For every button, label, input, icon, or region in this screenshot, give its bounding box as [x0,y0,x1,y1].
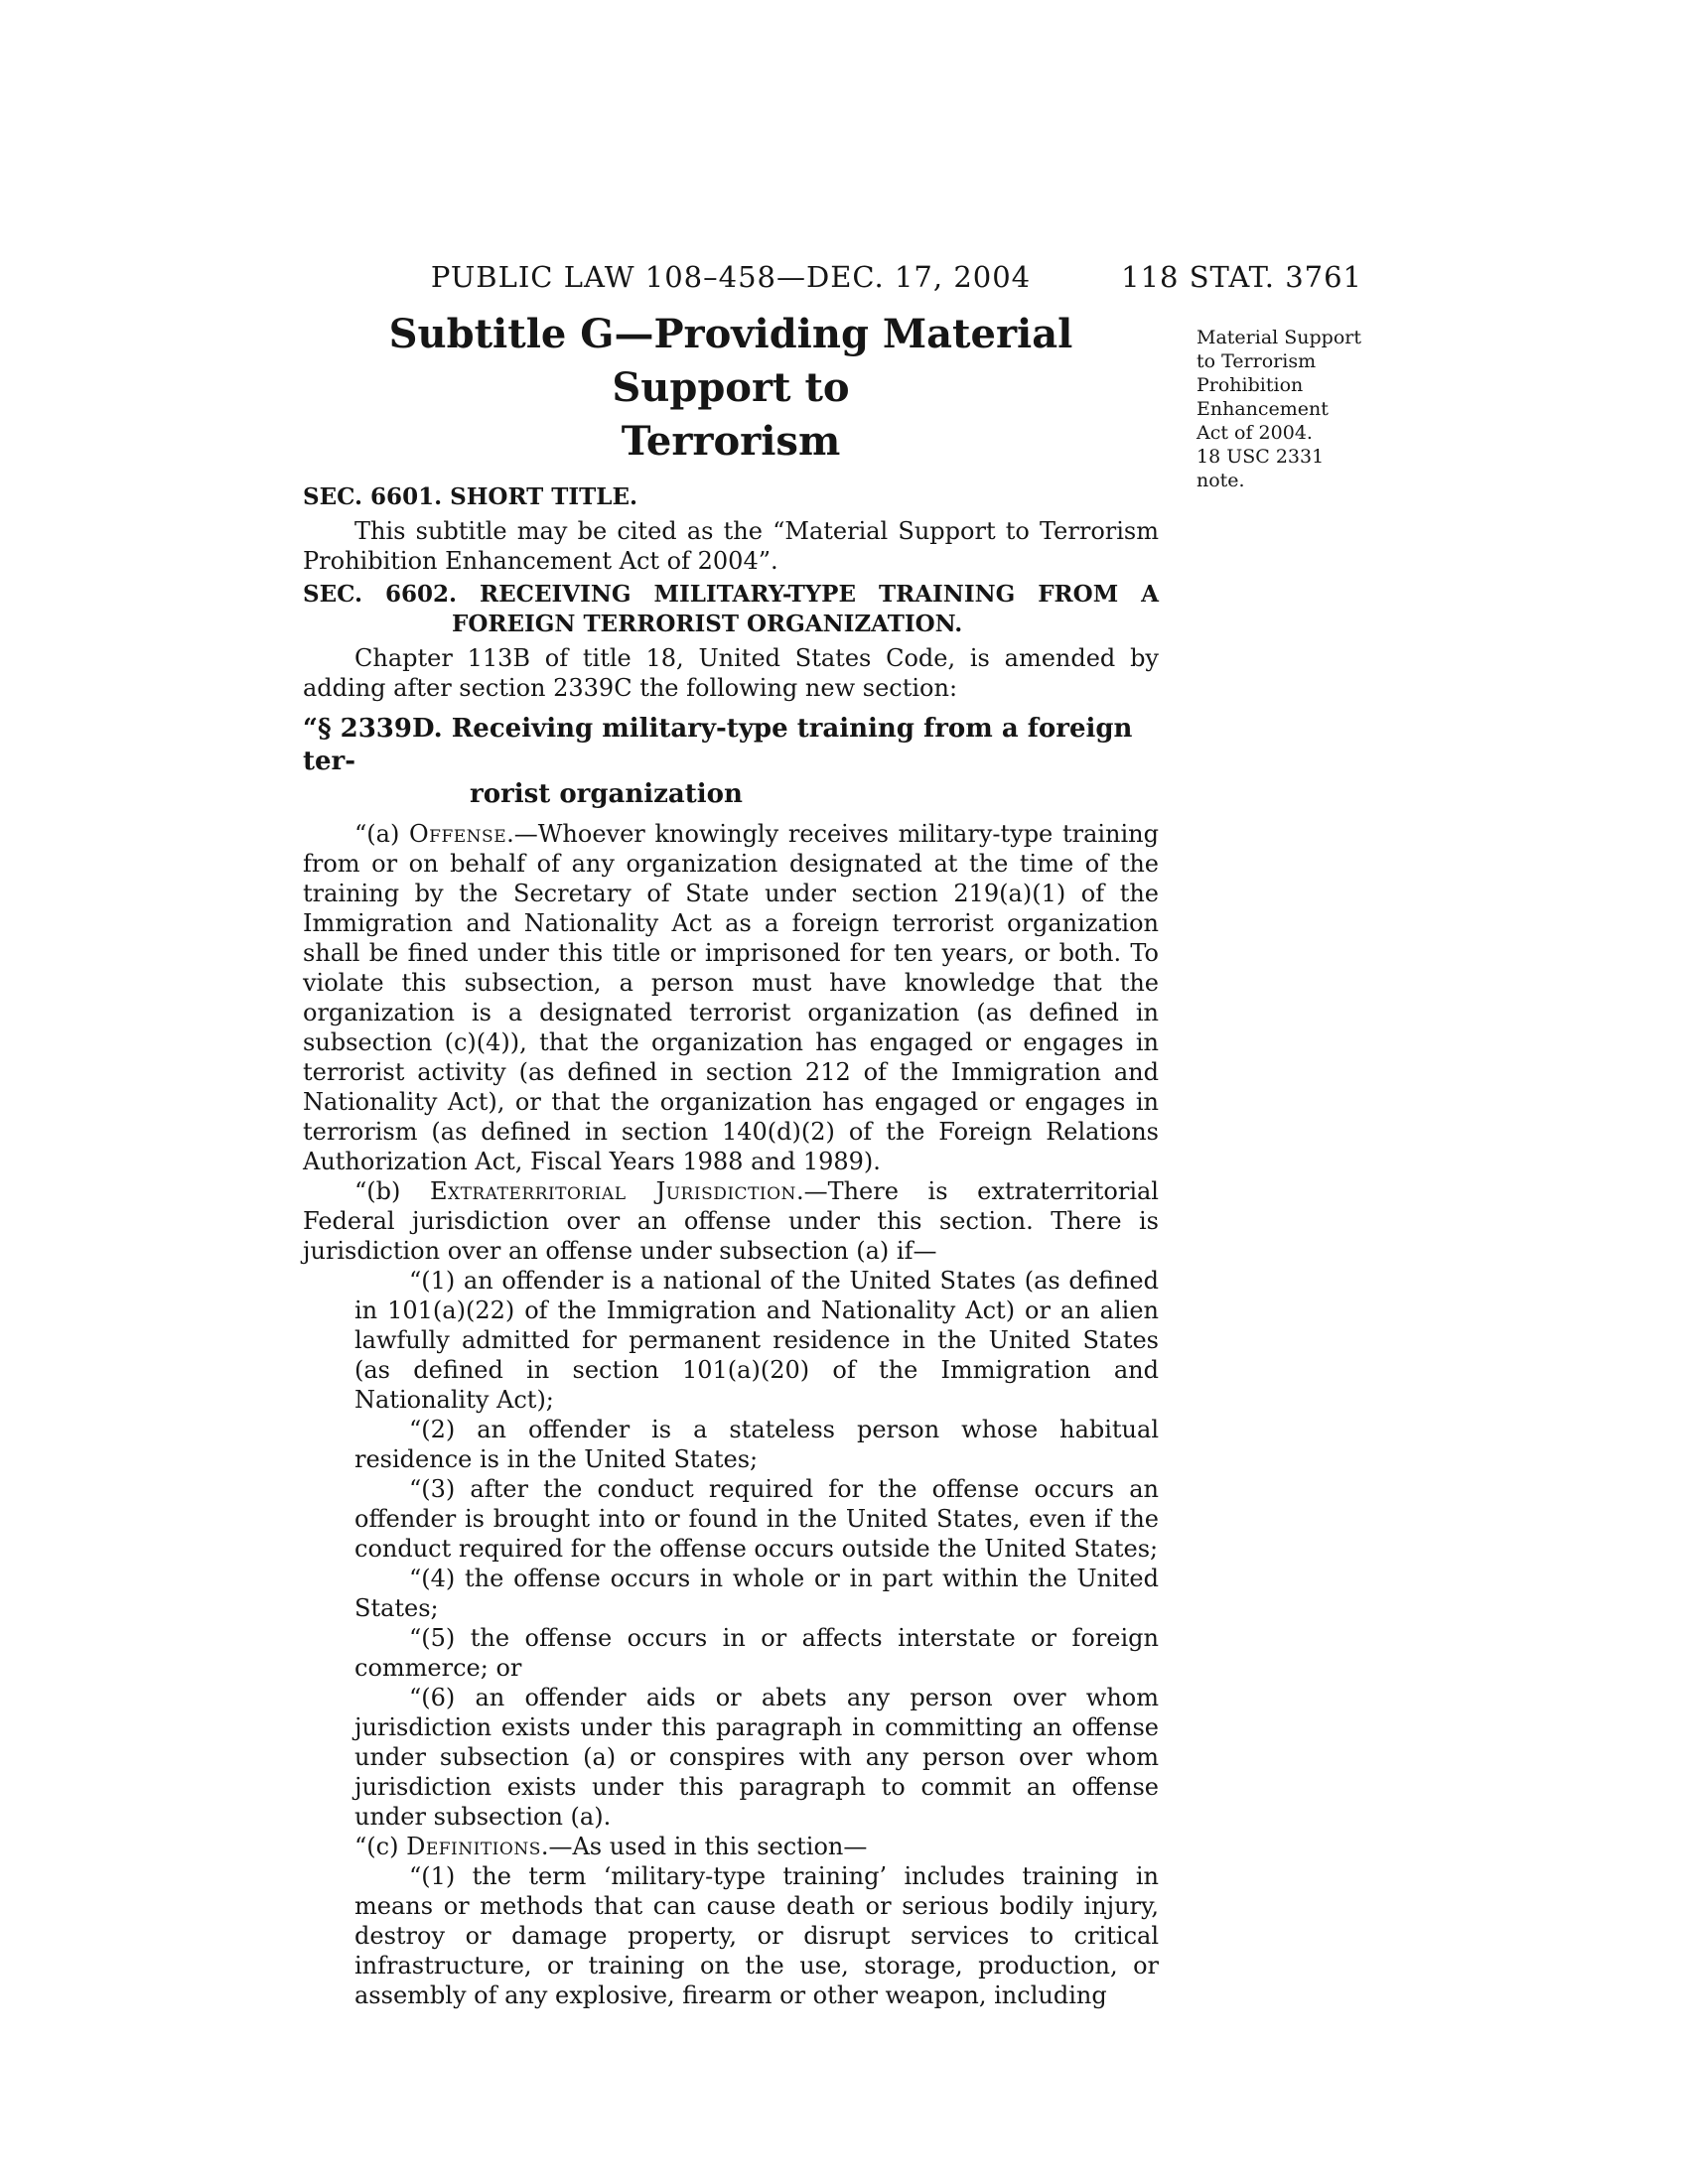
subsection-c [303,1832,1159,1861]
usc-2339d-heading [303,713,1159,811]
usc-2339d-heading-line: “§ 2339D. Receiving military-type training from a foreign ter- [303,714,1133,776]
sec-6602-heading: SEC. 6602. RECEIVING MILITARY-TYPE TRAINING FROM A FOREIGN TERRORIST ORGANIZATION. [303,581,1159,637]
margin-note-act [1196,326,1395,445]
small-caps-term: Extraterritorial Jurisdiction [429,1177,796,1205]
small-caps-term: Offense [409,820,507,848]
subsection-text: .—As used in this section— [540,1833,868,1860]
margin-note-usc [1196,445,1395,492]
small-caps-term: Definitions [406,1833,541,1860]
subsection-text: .—There is extraterritorial Federal jurisdiction over an offense under this section. There is jurisdiction over an offense under subsection (a) if— [303,1177,1159,1265]
margin-note-line: note. [1196,470,1245,491]
margin-note-line: Enhancement [1196,398,1329,420]
subsection-a [303,819,1159,1176]
subsection-text: .—Whoever knowingly receives military-type training from or on behalf of any organization designated at the time of the training by the Secretary of State under section 219(a)(1) of the Immigration and Nationality Act as a foreign terrorist organization shall be fined under this title or imprisoned for ten years, or both. To violate this subsection, a person must have knowledge that the organization is a designated terrorist organization (as defined in subsection (c)(4)), that the organization has engaged or engages in terrorist activity (as defined in section 212 of the Immigration and Nationality Act), or that the organization has engaged or engages in terrorism (as defined in section 140(d)(2) of the Foreign Relations Authorization Act, Fiscal Years 1988 and 1989). [303,820,1160,1175]
paragraph-b4: “(4) the offense occurs in whole or in part within the United States; [354,1565,1159,1622]
margin-note-line: Material Support [1196,327,1361,348]
paragraph-c1: “(1) the term ‘military-type training’ includes training in means or methods that can cause death or serious bodily injury, destroy or damage property, or disrupt services to critical infrastructure, or training on the use, storage, production, or assembly of any explosive, firearm or other weapon, including [354,1862,1159,2009]
margin-notes [1196,326,1395,492]
subsection-label: “(a) [354,820,409,848]
subsection-b [303,1176,1159,1266]
subtitle-heading [303,308,1159,469]
paragraph-b5: “(5) the offense occurs in or affects interstate or foreign commerce; or [354,1624,1159,1682]
margin-note-line: Prohibition [1196,374,1304,396]
paragraph-b3: “(3) after the conduct required for the offense occurs an offender is brought into or found in the United States, even if the conduct required for the offense occurs outside the United States; [354,1475,1159,1563]
statute-body [303,308,1159,2010]
margin-note-line: Act of 2004. [1196,422,1313,444]
subtitle-heading-line: Subtitle G—Providing Material Support to [388,311,1073,411]
paragraph-b1: “(1) an offender is a national of the United States (as defined in 101(a)(22) of the Immigration and Nationality Act) or an alien lawfully admitted for permanent residence in the United States (as defined in section 101(a)(20) of the Immigration and Nationality Act); [354,1267,1159,1414]
subsection-label: “(c) [354,1833,407,1860]
sec-6601-text: This subtitle may be cited as the “Material Support to Terrorism Prohibition Enhancement Act of 2004”. [303,517,1159,575]
sec-6601-heading: SEC. 6601. SHORT TITLE. [303,483,637,510]
subtitle-heading-line: Terrorism [621,418,841,465]
margin-note-line: 18 USC 2331 [1196,446,1325,468]
running-header-stat-page: 118 STAT. 3761 [1121,260,1362,294]
subsection-label: “(b) [354,1177,430,1205]
paragraph-b2: “(2) an offender is a stateless person whose habitual residence is in the United States; [354,1416,1159,1473]
sec-6602-intro: Chapter 113B of title 18, United States Code, is amended by adding after section 2339C the following new section: [303,644,1159,702]
running-header-law: PUBLIC LAW 108–458—DEC. 17, 2004 [430,260,1032,294]
margin-note-line: to Terrorism [1196,350,1317,372]
paragraph-b6: “(6) an offender aids or abets any person over whom jurisdiction exists under this paragraph in committing an offense under subsection (a) or conspires with any person over whom jurisdiction exists under this paragraph to commit an offense under subsection (a). [354,1684,1159,1831]
usc-2339d-heading-line: rorist organization [470,779,743,809]
